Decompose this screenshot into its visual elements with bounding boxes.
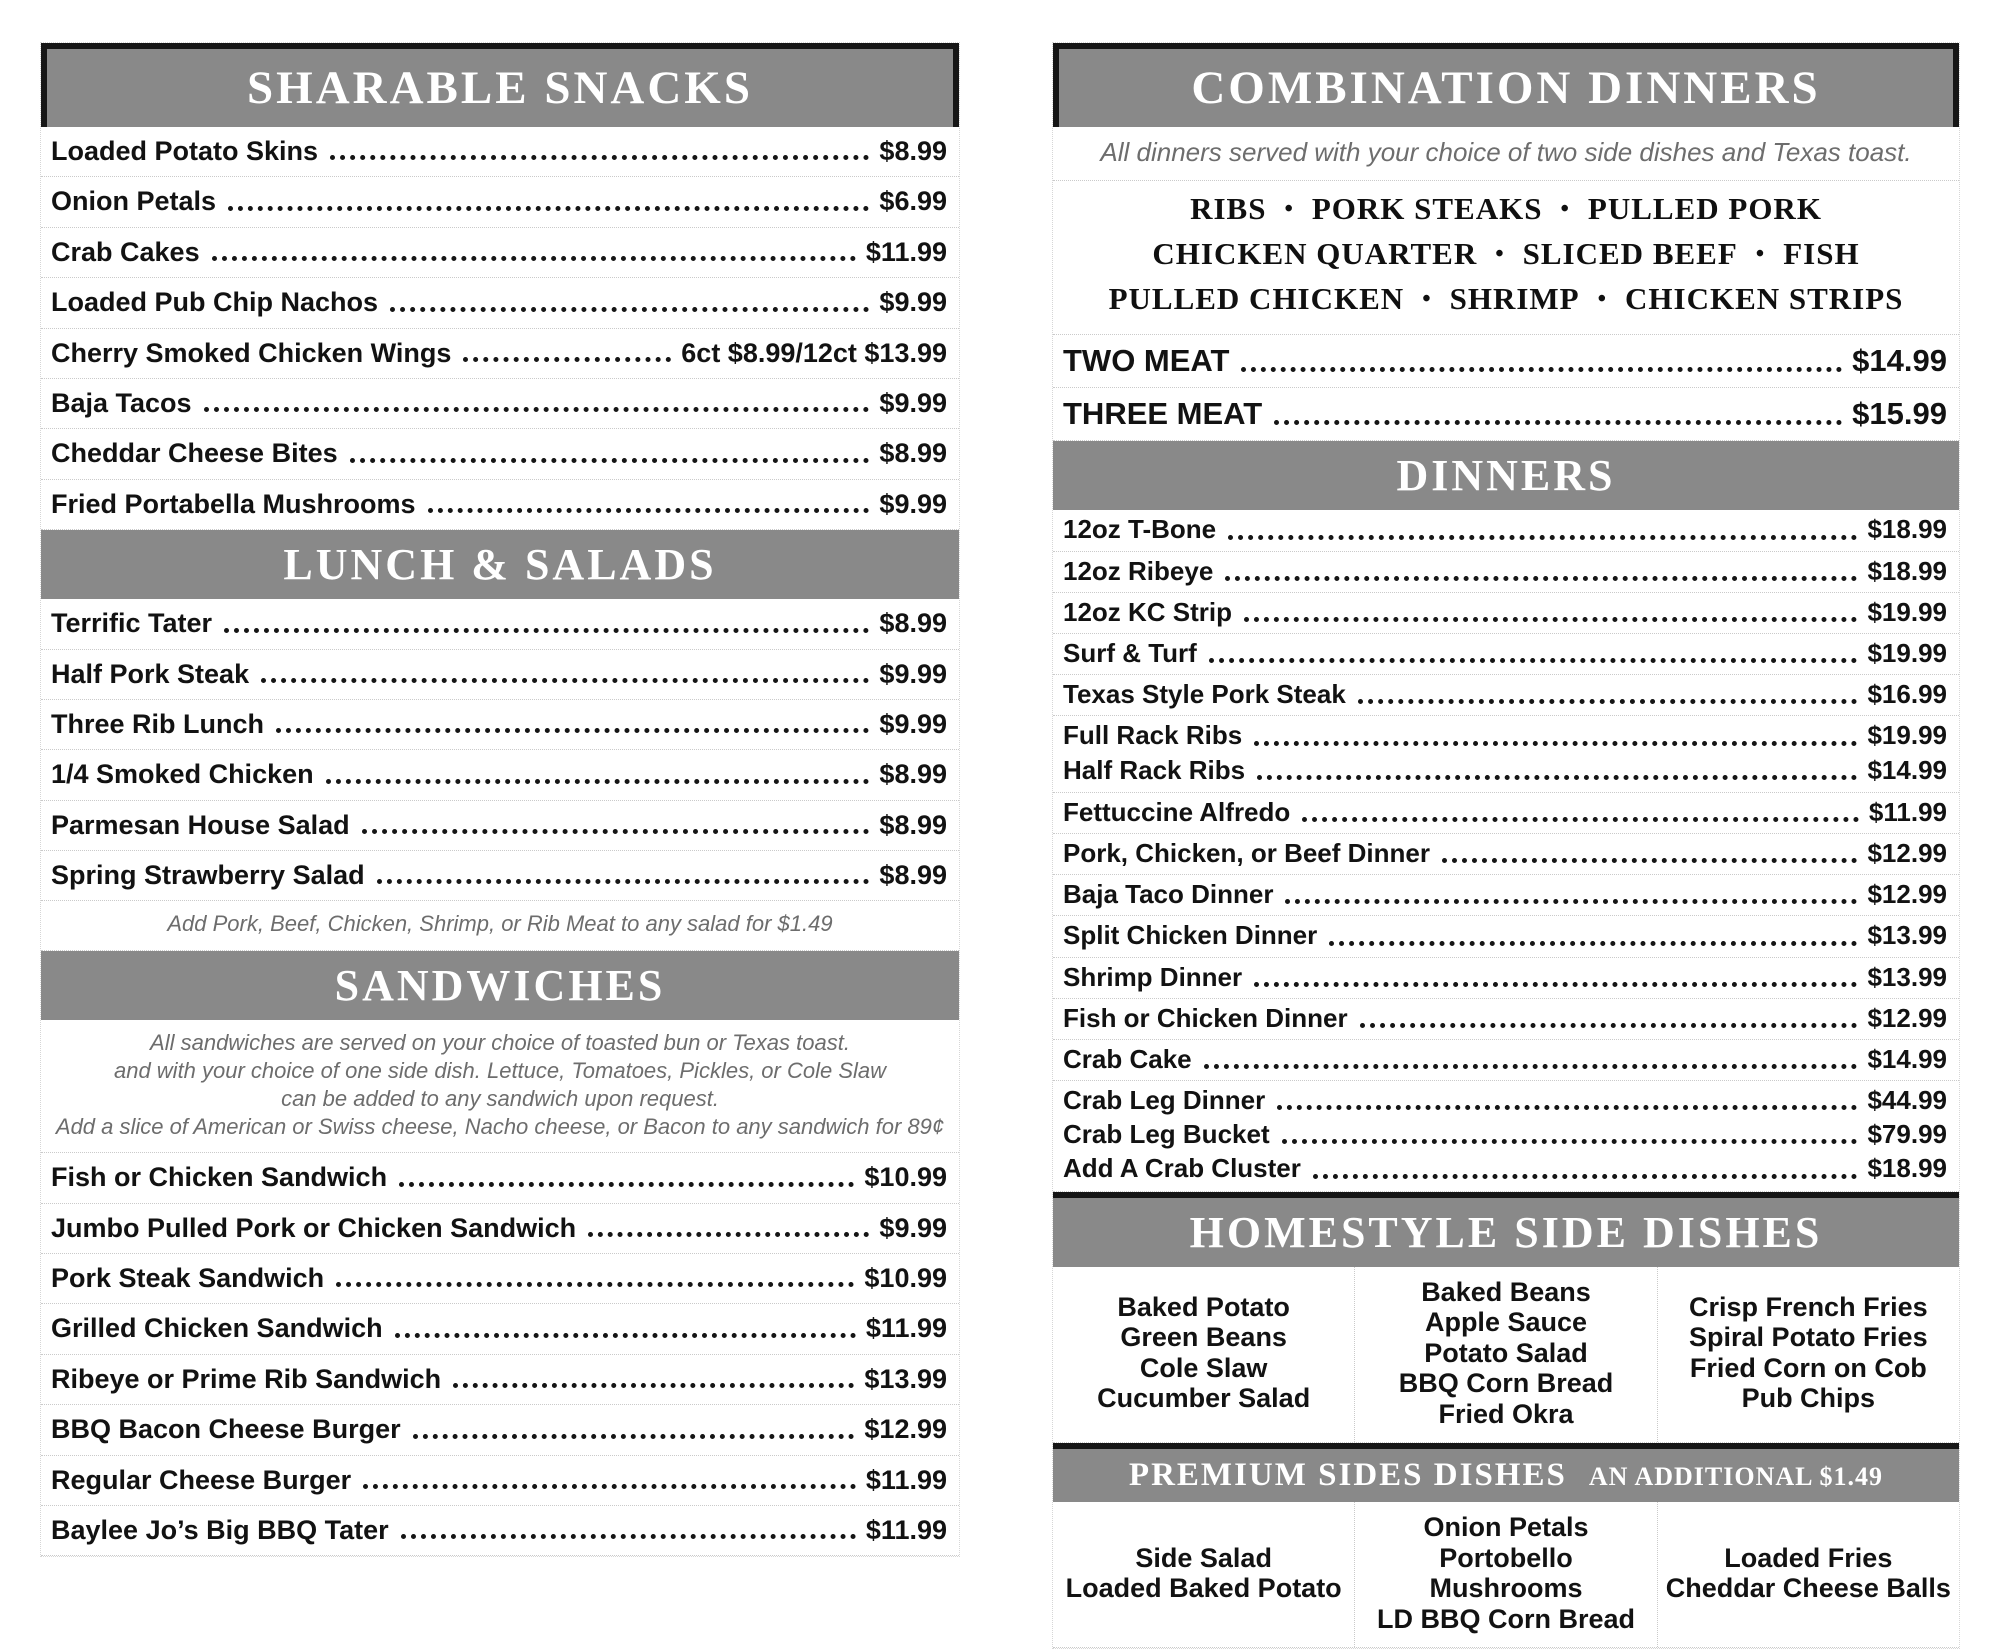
item-price: 6ct $8.99/12ct $13.99	[681, 337, 947, 368]
section-header	[1053, 441, 1959, 510]
item-price: $18.99	[1867, 514, 1947, 545]
menu-item-row	[1053, 754, 1959, 788]
menu-item-row	[41, 429, 959, 479]
item-price: $9.99	[879, 658, 947, 689]
side-dish-name: LD BBQ Corn Bread	[1376, 1603, 1635, 1634]
section-subtitle: AN ADDITIONAL $1.49	[1588, 1462, 1884, 1492]
dotted-leader	[1282, 1139, 1858, 1144]
item-price: $14.99	[1852, 343, 1947, 379]
menu-note-line: All sandwiches are served on your choice of toasted bun or Texas toast.	[150, 1029, 850, 1055]
side-dish-name: Fried Okra	[1438, 1398, 1574, 1429]
section-header	[41, 43, 959, 127]
section-title: HOMESTYLE SIDE DISHES	[1189, 1207, 1823, 1257]
menu-item-row	[1053, 1040, 1959, 1081]
menu-item-group	[1053, 1081, 1959, 1192]
side-dish-name: Cucumber Salad	[1097, 1383, 1311, 1414]
menu-items	[41, 1153, 959, 1556]
menu-item-row	[1053, 958, 1959, 999]
section-header	[1053, 1192, 1959, 1267]
menu-items	[1053, 510, 1959, 1191]
item-price: $44.99	[1867, 1085, 1947, 1116]
dotted-leader	[224, 628, 869, 633]
item-price: $11.99	[865, 1313, 947, 1344]
sides-column	[1053, 1502, 1354, 1647]
item-name: Cherry Smoked Chicken Wings	[51, 337, 452, 368]
bullet-separator: •	[1597, 286, 1607, 313]
dotted-leader	[1360, 1023, 1858, 1028]
side-dish-name: Crisp French Fries	[1689, 1291, 1928, 1322]
menu-item-row	[41, 1405, 959, 1455]
item-price: $10.99	[864, 1263, 947, 1294]
side-dish-name: Baked Potato	[1117, 1291, 1290, 1322]
dotted-leader	[336, 1282, 854, 1287]
side-dish-name: Cole Slaw	[1139, 1352, 1268, 1383]
bullet-separator: •	[1284, 196, 1294, 223]
item-name: Baja Taco Dinner	[1063, 879, 1274, 910]
item-price: $14.99	[1867, 754, 1947, 785]
bullet-separator: •	[1560, 196, 1570, 223]
item-price: $9.99	[879, 387, 947, 418]
item-name: Fish or Chicken Dinner	[1063, 1002, 1348, 1033]
item-name: Baja Tacos	[51, 387, 192, 418]
meat-option: PULLED PORK	[1587, 191, 1822, 227]
item-name: Crab Cake	[1063, 1043, 1192, 1074]
menu-note	[41, 1020, 959, 1154]
item-price: $6.99	[879, 186, 947, 217]
dotted-leader	[1285, 899, 1857, 904]
section-header	[41, 951, 959, 1020]
item-name: THREE MEAT	[1063, 396, 1263, 432]
item-price: $19.99	[1867, 638, 1947, 669]
side-dish-name: Side Salad	[1135, 1542, 1272, 1573]
item-price: $11.99	[1868, 796, 1947, 827]
item-name: Cheddar Cheese Bites	[51, 438, 338, 469]
dotted-leader	[1442, 858, 1857, 863]
item-price: $79.99	[1867, 1119, 1947, 1150]
menu-item-row	[1053, 388, 1959, 441]
dotted-leader	[1254, 741, 1857, 746]
side-dish-name: BBQ Corn Bread	[1398, 1368, 1614, 1399]
dotted-leader	[1241, 367, 1842, 372]
item-name: Half Pork Steak	[51, 658, 250, 689]
item-price: $18.99	[1867, 555, 1947, 586]
menu-note	[1053, 127, 1959, 181]
dotted-leader	[326, 779, 870, 784]
section-title: PREMIUM SIDES DISHES	[1128, 1457, 1567, 1494]
item-name: 12oz Ribeye	[1063, 555, 1214, 586]
meat-option: RIBS	[1190, 191, 1267, 227]
sides-grid	[1053, 1502, 1959, 1648]
menu-item-row	[1053, 916, 1959, 957]
side-dish-name: Loaded Fries	[1724, 1542, 1893, 1573]
item-name: Full Rack Ribs	[1063, 720, 1243, 751]
item-price: $11.99	[865, 1514, 947, 1545]
menu-item-row	[1053, 510, 1959, 551]
menu-item-row	[41, 379, 959, 429]
menu-item-group	[1053, 716, 1959, 792]
dotted-leader	[1204, 1064, 1858, 1069]
menu-note-line: All dinners served with your choice of two side dishes and Texas toast.	[1100, 137, 1912, 167]
item-name: Crab Cakes	[51, 236, 200, 267]
side-dish-name: Cheddar Cheese Balls	[1665, 1573, 1951, 1604]
menu-item-row	[41, 278, 959, 328]
item-name: Texas Style Pork Steak	[1063, 679, 1346, 710]
dotted-leader	[1209, 658, 1858, 663]
dotted-leader	[428, 508, 870, 513]
menu-item-row	[1053, 793, 1959, 834]
meat-option: SHRIMP	[1449, 281, 1580, 317]
item-price: $14.99	[1867, 1043, 1947, 1074]
item-name: Pork, Chicken, or Beef Dinner	[1063, 837, 1430, 868]
side-dish-name: Baked Beans	[1421, 1276, 1591, 1307]
dotted-leader	[463, 357, 671, 362]
menu-item-row	[1053, 593, 1959, 634]
item-price: $11.99	[865, 1464, 947, 1495]
menu-item-row	[1053, 335, 1959, 388]
dotted-leader	[1277, 1105, 1857, 1110]
meat-option: PORK STEAKS	[1311, 191, 1543, 227]
item-name: Fish or Chicken Sandwich	[51, 1162, 388, 1193]
item-name: Fettuccine Alfredo	[1063, 796, 1291, 827]
dotted-leader	[261, 678, 869, 683]
menu-item-row	[41, 1304, 959, 1354]
item-price: $8.99	[879, 438, 947, 469]
menu-item-row	[1053, 1152, 1959, 1186]
menu-item-row	[41, 177, 959, 227]
item-name: 12oz KC Strip	[1063, 596, 1233, 627]
section-header	[1053, 43, 1959, 127]
dotted-leader	[390, 307, 869, 312]
meat-options-line	[1053, 187, 1959, 232]
item-price: $8.99	[879, 860, 947, 891]
dotted-leader	[1313, 1174, 1858, 1179]
item-price: $19.99	[1867, 720, 1947, 751]
bullet-separator: •	[1755, 241, 1766, 268]
item-price: $8.99	[879, 136, 947, 166]
sides-grid	[1053, 1267, 1959, 1444]
dotted-leader	[330, 155, 869, 160]
menu-items	[1053, 335, 1959, 441]
menu-item-row	[1053, 634, 1959, 675]
item-price: $9.99	[879, 1212, 947, 1243]
item-name: Split Chicken Dinner	[1063, 920, 1318, 951]
menu-item-row	[41, 1355, 959, 1405]
menu-note-line: can be added to any sandwich upon request.	[281, 1085, 719, 1111]
item-name: Shrimp Dinner	[1063, 961, 1243, 992]
dotted-leader	[204, 407, 870, 412]
menu-item-row	[41, 750, 959, 800]
menu-item-row	[41, 1153, 959, 1203]
menu-item-row	[1053, 1118, 1959, 1152]
item-price: $8.99	[879, 809, 947, 840]
menu-note-line: Add Pork, Beef, Chicken, Shrimp, or Rib Meat to any salad for $1.49	[167, 911, 833, 937]
menu-item-row	[41, 1506, 959, 1556]
dotted-leader	[1274, 420, 1842, 425]
bullet-separator: •	[1422, 286, 1432, 313]
dotted-leader	[453, 1383, 854, 1388]
item-name: Baylee Jo’s Big BBQ Tater	[51, 1514, 389, 1545]
meat-option: SLICED BEEF	[1522, 236, 1738, 272]
menu-item-row	[41, 1204, 959, 1254]
meat-option: PULLED CHICKEN	[1108, 281, 1405, 317]
item-name: Ribeye or Prime Rib Sandwich	[51, 1363, 442, 1394]
dotted-leader	[413, 1434, 855, 1439]
side-dish-name: Portobello Mushrooms	[1429, 1542, 1583, 1604]
item-name: Onion Petals	[51, 186, 217, 217]
dotted-leader	[1254, 982, 1857, 987]
side-dish-name: Spiral Potato Fries	[1689, 1322, 1928, 1353]
item-price: $13.99	[1867, 920, 1947, 951]
menu-column-right	[1052, 42, 1960, 1649]
menu-item-row	[41, 1254, 959, 1304]
menu-column-left	[40, 42, 960, 1557]
side-dish-name: Onion Petals	[1423, 1512, 1589, 1543]
dotted-leader	[1302, 817, 1859, 822]
item-name: Surf & Turf	[1063, 638, 1197, 669]
dotted-leader	[363, 1484, 856, 1489]
dotted-leader	[362, 829, 870, 834]
menu-item-row	[1053, 552, 1959, 593]
dotted-leader	[1228, 535, 1857, 540]
meat-options-line	[1053, 277, 1959, 322]
item-name: Three Rib Lunch	[51, 708, 265, 739]
sides-column	[1657, 1502, 1959, 1647]
section-title: SHARABLE SNACKS	[247, 62, 753, 114]
item-price: $12.99	[1867, 1002, 1947, 1033]
item-price: $9.99	[879, 708, 947, 739]
menu-item-row	[41, 480, 959, 530]
section-title: DINNERS	[1396, 451, 1616, 501]
item-name: Parmesan House Salad	[51, 809, 350, 840]
item-name: Half Rack Ribs	[1063, 754, 1246, 785]
menu-item-row	[1053, 675, 1959, 716]
dotted-leader	[401, 1534, 856, 1539]
menu-item-row	[41, 329, 959, 379]
menu-item-row	[41, 127, 959, 177]
item-name: Loaded Pub Chip Nachos	[51, 287, 379, 318]
section-header	[1053, 1443, 1959, 1502]
dotted-leader	[1244, 617, 1857, 622]
item-name: TWO MEAT	[1063, 343, 1230, 379]
dotted-leader	[1225, 576, 1857, 581]
item-name: Loaded Potato Skins	[51, 136, 319, 166]
section-title: COMBINATION DINNERS	[1191, 62, 1821, 114]
menu-note	[41, 901, 959, 950]
item-price: $9.99	[879, 287, 947, 318]
side-dish-name: Pub Chips	[1741, 1383, 1876, 1414]
menu-item-row	[1053, 719, 1959, 753]
meat-options	[1053, 181, 1959, 335]
item-price: $13.99	[864, 1363, 947, 1394]
dotted-leader	[212, 256, 856, 261]
dotted-leader	[399, 1182, 854, 1187]
bullet-separator: •	[1495, 241, 1505, 268]
dotted-leader	[228, 206, 869, 211]
item-price: $13.99	[1867, 961, 1947, 992]
item-price: $9.99	[879, 488, 947, 519]
item-name: Regular Cheese Burger	[51, 1464, 352, 1495]
item-price: $8.99	[879, 608, 947, 639]
side-dish-name: Fried Corn on Cob	[1689, 1352, 1927, 1383]
menu-item-row	[41, 228, 959, 278]
menu-item-row	[41, 851, 959, 901]
item-price: $16.99	[1867, 679, 1947, 710]
side-dish-name: Green Beans	[1120, 1322, 1287, 1353]
item-price: $8.99	[879, 759, 947, 790]
item-name: Fried Portabella Mushrooms	[51, 488, 416, 519]
item-name: Pork Steak Sandwich	[51, 1263, 325, 1294]
item-name: Crab Leg Dinner	[1063, 1085, 1266, 1116]
menu-item-row	[41, 650, 959, 700]
menu-note-line: and with your choice of one side dish. Lettuce, Tomatoes, Pickles, or Cole Slaw	[113, 1057, 887, 1083]
dotted-leader	[588, 1232, 869, 1237]
menu-items	[41, 599, 959, 901]
item-price: $15.99	[1852, 396, 1947, 432]
item-name: Spring Strawberry Salad	[51, 860, 365, 891]
item-name: 12oz T-Bone	[1063, 514, 1217, 545]
item-name: Terrific Tater	[51, 608, 213, 639]
item-name: Add A Crab Cluster	[1063, 1153, 1301, 1184]
menu-note-line: Add a slice of American or Swiss cheese, Nacho cheese, or Bacon to any sandwich for 89¢	[55, 1114, 945, 1140]
side-dish-name: Potato Salad	[1424, 1337, 1588, 1368]
meat-option: FISH	[1783, 236, 1860, 272]
sides-column	[1053, 1267, 1354, 1443]
meat-option: CHICKEN STRIPS	[1625, 281, 1904, 317]
menu-items	[41, 127, 959, 530]
menu-item-row	[41, 700, 959, 750]
section-title: SANDWICHES	[334, 960, 666, 1010]
menu-item-row	[41, 1456, 959, 1506]
menu-item-row	[41, 599, 959, 649]
side-dish-name: Loaded Baked Potato	[1065, 1573, 1342, 1604]
menu-item-row	[1053, 875, 1959, 916]
dotted-leader	[1329, 941, 1857, 946]
sides-column	[1354, 1502, 1656, 1647]
menu-item-row	[1053, 999, 1959, 1040]
item-name: Crab Leg Bucket	[1063, 1119, 1270, 1150]
item-name: 1/4 Smoked Chicken	[51, 759, 314, 790]
item-name: BBQ Bacon Cheese Burger	[51, 1414, 401, 1445]
dotted-leader	[276, 728, 869, 733]
item-name: Grilled Chicken Sandwich	[51, 1313, 383, 1344]
dotted-leader	[377, 879, 870, 884]
item-price: $12.99	[1867, 879, 1947, 910]
dotted-leader	[1257, 775, 1857, 780]
dotted-leader	[350, 458, 870, 463]
meat-options-line	[1053, 232, 1959, 277]
item-price: $18.99	[1867, 1153, 1947, 1184]
side-dish-name: Apple Sauce	[1424, 1307, 1588, 1338]
dotted-leader	[1358, 699, 1858, 704]
item-price: $12.99	[1867, 837, 1947, 868]
section-header	[41, 530, 959, 599]
item-name: Jumbo Pulled Pork or Chicken Sandwich	[51, 1212, 577, 1243]
item-price: $10.99	[864, 1162, 947, 1193]
menu-item-row	[41, 801, 959, 851]
menu-item-row	[1053, 834, 1959, 875]
sides-column	[1354, 1267, 1656, 1443]
dotted-leader	[395, 1333, 856, 1338]
item-price: $12.99	[864, 1414, 947, 1445]
item-price: $11.99	[865, 236, 947, 267]
meat-option: CHICKEN QUARTER	[1152, 236, 1478, 272]
menu-item-row	[1053, 1084, 1959, 1118]
section-title: LUNCH & SALADS	[283, 540, 717, 590]
sides-column	[1657, 1267, 1959, 1443]
item-price: $19.99	[1867, 596, 1947, 627]
